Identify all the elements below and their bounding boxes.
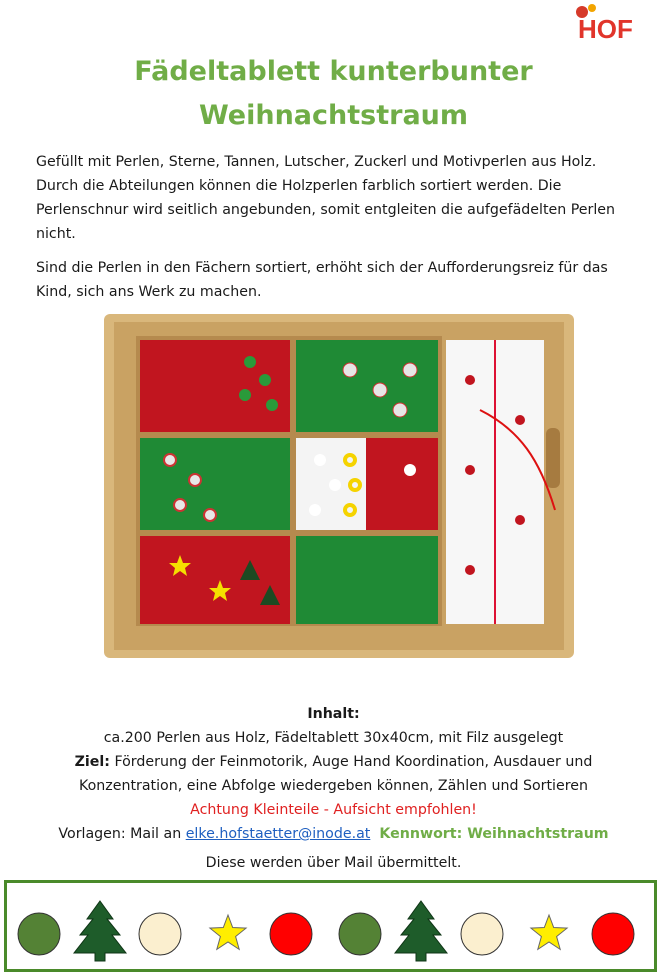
wooden-threading-tray-photo [100, 310, 578, 662]
christmas-tree-icon [74, 901, 126, 961]
goal-label: Ziel: [74, 754, 110, 770]
christmas-tree-icon [395, 901, 447, 961]
intro-paragraph-2: Sind die Perlen in den Fächern sortiert, erhöht sich der Aufforderungsreiz für das Kind, sich ans Werk zu machen. [36, 260, 608, 300]
green-circle-icon [18, 913, 60, 955]
cream-circle-icon [461, 913, 503, 955]
info-block [20, 702, 647, 846]
red-circle-icon [270, 913, 312, 955]
templates-text: Vorlagen: Mail an [58, 826, 186, 842]
email-link[interactable]: elke.hofstaetter@inode.at [185, 826, 371, 842]
page-title [0, 50, 667, 138]
mail-note: Diese werden über Mail übermittelt. [205, 855, 462, 871]
pattern-svg [7, 883, 654, 969]
red-circle-icon [592, 913, 634, 955]
warning-text: Achtung Kleinteile - Aufsicht empfohlen! [190, 802, 477, 818]
green-circle-icon [339, 913, 381, 955]
yellow-star-icon [210, 915, 246, 949]
title-line-1: Fädeltablett kunterbunter [134, 56, 533, 87]
logo-text: HOF [578, 14, 633, 44]
contents-heading: Inhalt: [307, 706, 360, 722]
title-line-2: Weihnachtstraum [198, 100, 469, 131]
hof-logo-icon [572, 2, 642, 44]
cream-circle-icon [139, 913, 181, 955]
intro-paragraph-1: Gefüllt mit Perlen, Sterne, Tannen, Lutscher, Zuckerl und Motivperlen aus Holz. Durch die Abteilungen können die Holzperlen farblich sortiert werden. Die Perlenschnur wird seitlich angebunden, somit entgleiten die aufgefädelten Perlen nicht. [36, 154, 616, 242]
keyword-text: Kennwort: Weihnachtstraum [379, 826, 609, 842]
goal-text-2: Konzentration, eine Abfolge wiedergeben können, Zählen und Sortieren [79, 778, 588, 794]
yellow-star-icon [531, 915, 567, 949]
contents-text: ca.200 Perlen aus Holz, Fädeltablett 30x40cm, mit Filz ausgelegt [103, 730, 564, 746]
pattern-strip [4, 880, 657, 972]
goal-text-1: Förderung der Feinmotorik, Auge Hand Koordination, Ausdauer und [109, 754, 593, 770]
